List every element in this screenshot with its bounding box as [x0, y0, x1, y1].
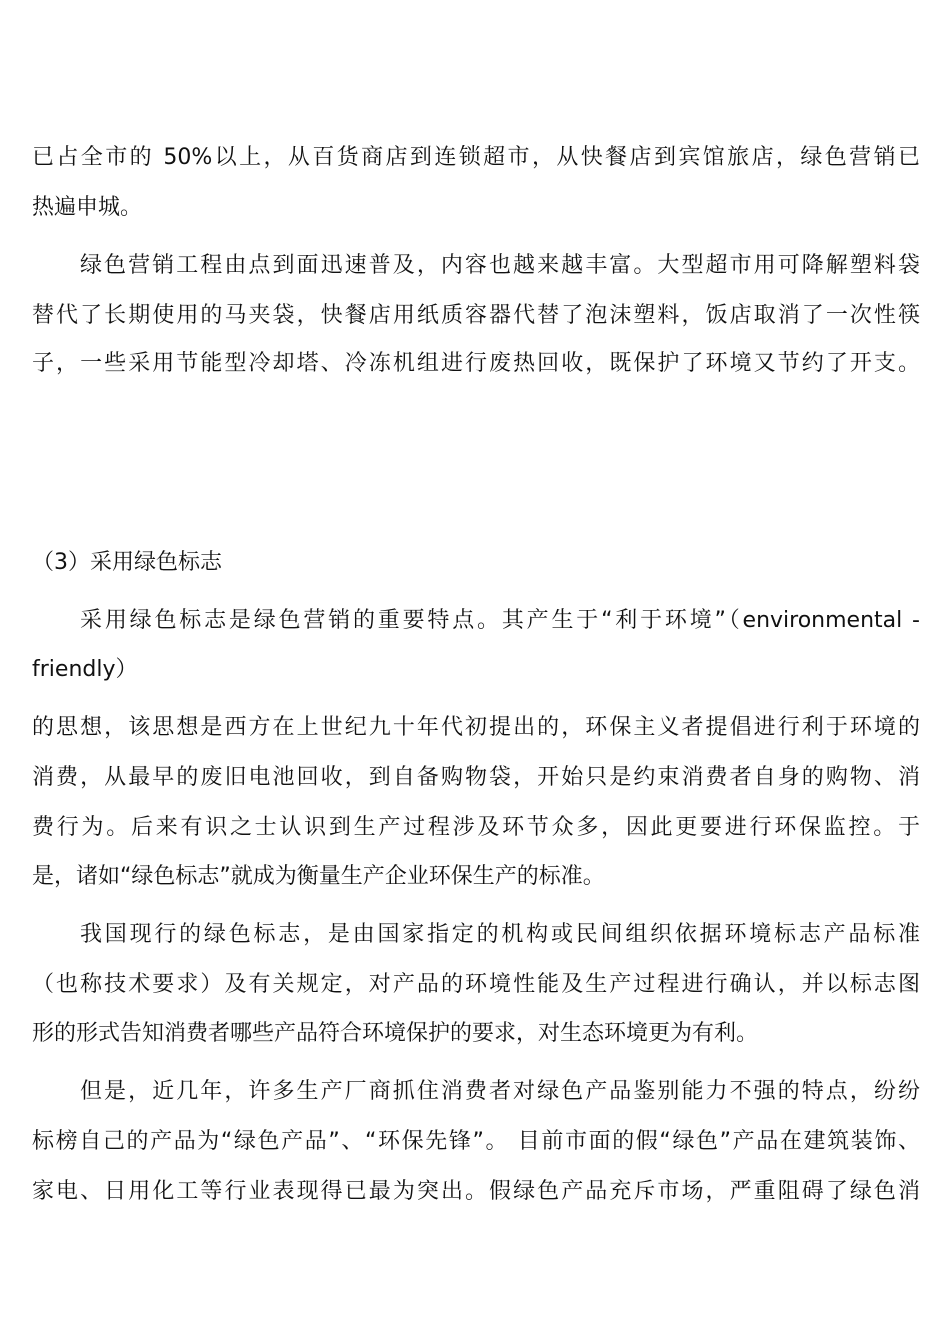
paragraph-3-line-1: 采用绿色标志是绿色营销的重要特点。其产生于“利于环境”（environmental - — [80, 608, 920, 633]
paragraph-4-line-4: 是，诸如“绿色标志”就成为衡量生产企业环保生产的标准。 — [32, 864, 605, 889]
paragraph-4-line-1: 的思想，该思想是西方在上世纪九十年代初提出的，环保主义者提倡进行利于环境的 — [32, 715, 920, 740]
paragraph-1-line-2: 热遍申城。 — [32, 195, 143, 220]
paragraph-5-line-2: （也称技术要求）及有关规定，对产品的环境性能及生产过程进行确认，并以标志图 — [32, 972, 920, 997]
paragraph-5-line-1: 我国现行的绿色标志，是由国家指定的机构或民间组织依据环境标志产品标准 — [80, 922, 920, 947]
paragraph-1-line-1: 已占全市的 50%以上，从百货商店到连锁超市，从快餐店到宾馆旅店，绿色营销已 — [32, 145, 920, 170]
paragraph-2-line-1: 绿色营销工程由点到面迅速普及，内容也越来越丰富。大型超市用可降解塑料袋 — [80, 253, 920, 278]
paragraph-4-line-2: 消费，从最早的废旧电池回收，到自备购物袋，开始只是约束消费者自身的购物、消 — [32, 765, 920, 790]
paragraph-5-line-3: 形的形式告知消费者哪些产品符合环境保护的要求，对生态环境更为有利。 — [32, 1021, 759, 1046]
paragraph-6-line-1: 但是，近几年，许多生产厂商抓住消费者对绿色产品鉴别能力不强的特点，纷纷 — [80, 1079, 920, 1104]
paragraph-4-line-3: 费行为。后来有识之士认识到生产过程涉及环节众多，因此更要进行环保监控。于 — [32, 815, 920, 840]
section-heading: （3）采用绿色标志 — [32, 550, 222, 575]
paragraph-3-line-2: friendly） — [32, 657, 138, 682]
paragraph-6-line-3: 家电、日用化工等行业表现得已最为突出。假绿色产品充斥市场，严重阻碍了绿色消 — [32, 1179, 920, 1204]
paragraph-2-line-2: 替代了长期使用的马夹袋，快餐店用纸质容器代替了泡沫塑料，饭店取消了一次性筷 — [32, 303, 920, 328]
paragraph-6-line-2: 标榜自己的产品为“绿色产品”、“环保先锋”。 目前市面的假“绿色”产品在建筑装饰、 — [32, 1129, 920, 1154]
paragraph-2-line-3: 子，一些采用节能型冷却塔、冷冻机组进行废热回收，既保护了环境又节约了开支。 — [32, 351, 920, 376]
